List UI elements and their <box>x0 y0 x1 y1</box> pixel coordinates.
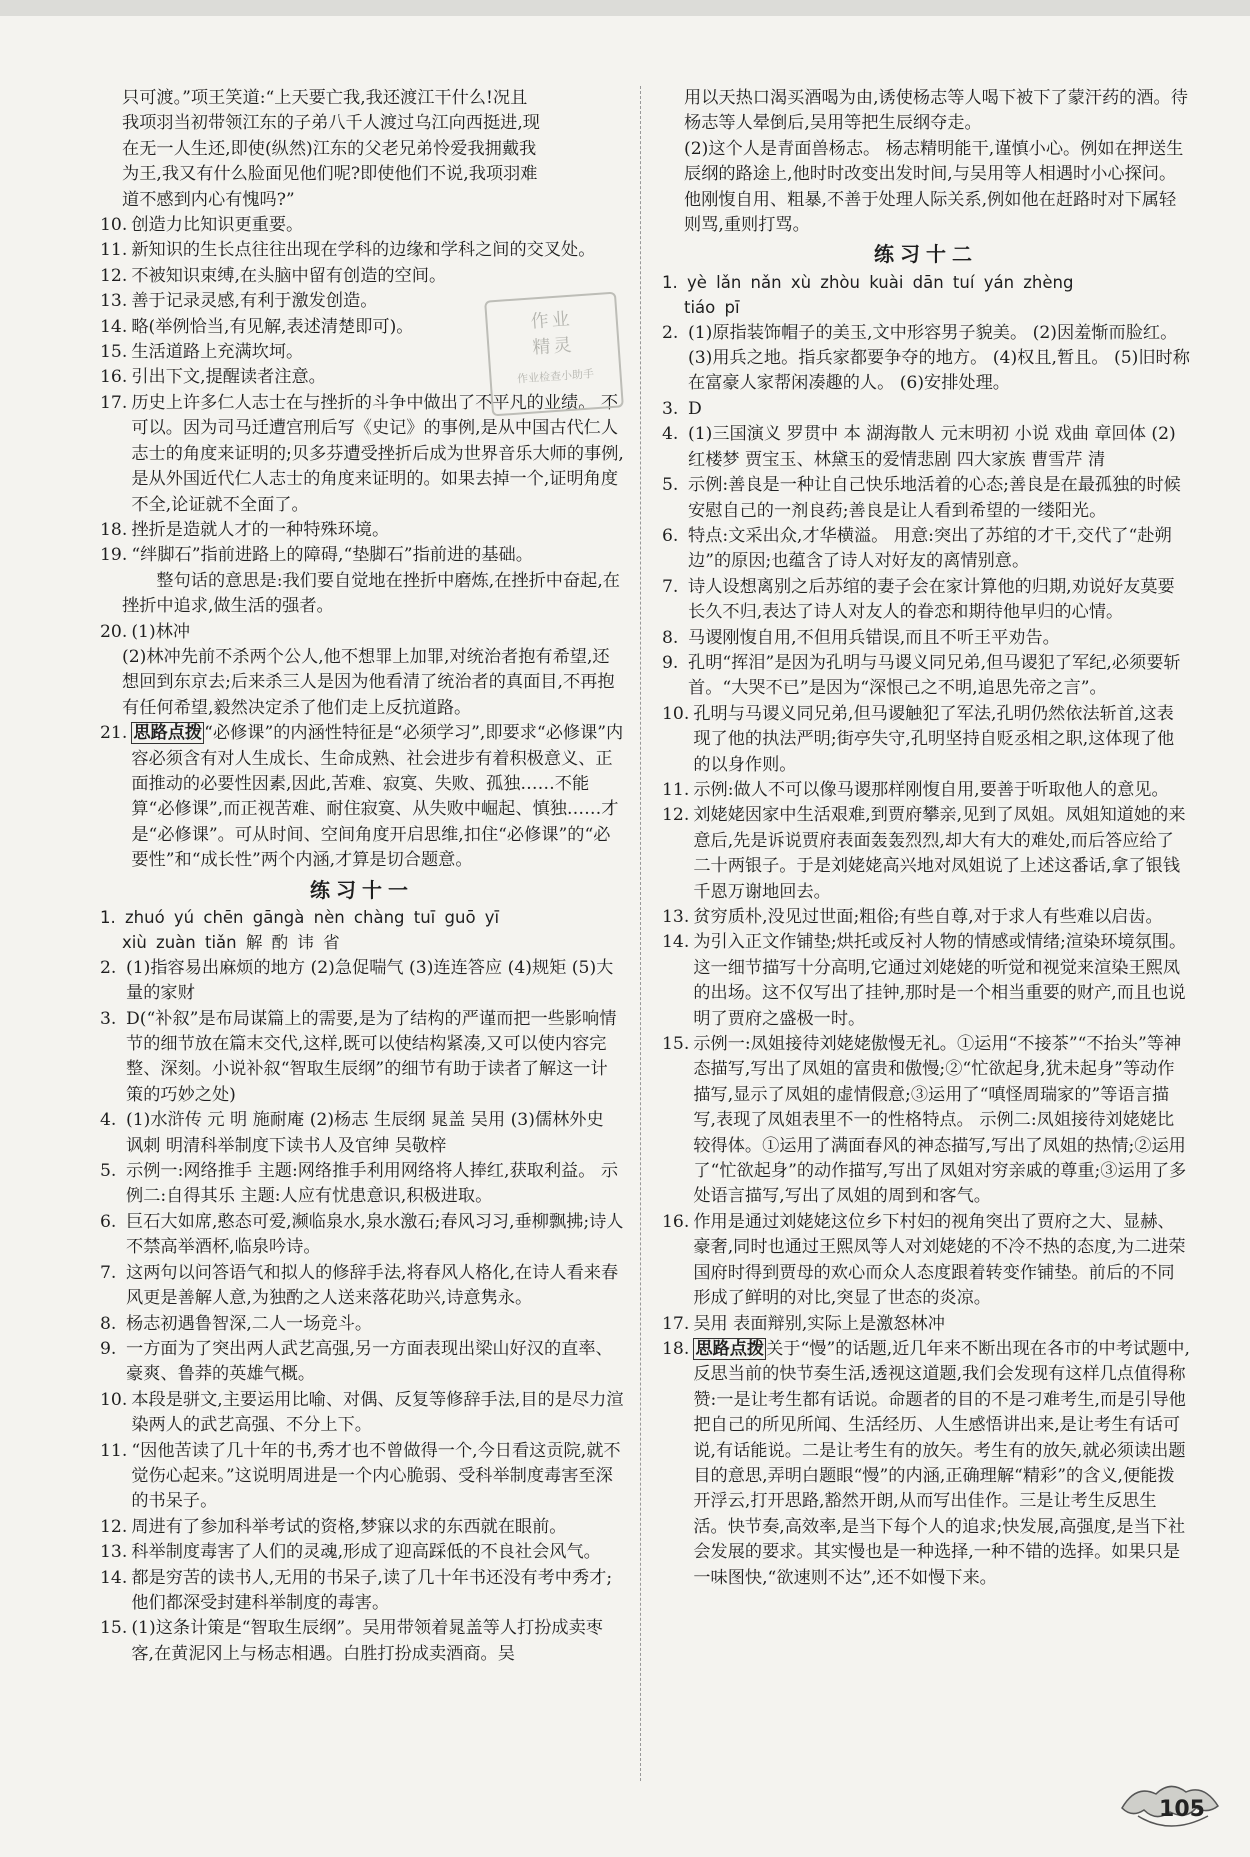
item-number: 15. <box>100 342 128 363</box>
item-text: 科举制度毒害了人们的灵魂,形成了迎高踩低的不良社会风气。 <box>131 1542 601 1563</box>
item-text: (1)这条计策是“智取生辰纲”。吴用带领着晁盖等人打扮成卖枣客,在黄泥冈上与杨志相遇。白胜打扮成卖酒商。吴 <box>131 1618 603 1664</box>
answer-item <box>100 543 624 568</box>
right-column <box>662 86 1190 1591</box>
item-text: (1)原指装饰帽子的美玉,文中形容男子貌美。 (2)因羞惭而脸红。 (3)用兵之地。指兵家都要争夺的地方。 (4)权且,暂且。 (5)旧时称在富豪人家帮闲凑趣的人。 (6)安排处理。 <box>688 322 1190 394</box>
top-band <box>0 0 1250 16</box>
item-text: 马谡刚愎自用,不但用兵错误,而且不听王平劝告。 <box>688 627 1060 648</box>
item-text: (1)水浒传 元 明 施耐庵 (2)杨志 生辰纲 晁盖 吴用 (3)儒林外史 讽刺 明清科举制度下读书人及官绅 吴敬梓 <box>126 1110 604 1156</box>
answer-item <box>662 626 1190 651</box>
item-19-part2: 整句话的意思是:我们要自觉地在挫折中磨炼,在挫折中奋起,在挫折中追求,做生活的强者。 <box>122 570 620 617</box>
item-text: 诗人设想离别之后苏绾的妻子会在家计算他的归期,劝说好友莫要长久不归,表达了诗人对友人的眷恋和期待他早归的心情。 <box>688 576 1175 623</box>
answer-item <box>662 905 1190 930</box>
item-number: 11. <box>100 240 128 261</box>
answer-item <box>100 1337 624 1388</box>
answer-item <box>100 620 624 645</box>
section-title-12: 练习十二 <box>874 242 978 267</box>
item-number: 18. <box>100 519 128 540</box>
item-text: 创造力比知识更重要。 <box>131 215 304 236</box>
item-number: 9. <box>662 652 679 673</box>
column-divider <box>640 86 641 1781</box>
item-text: D <box>688 398 702 419</box>
item-number: 14. <box>662 932 690 953</box>
item-number: 13. <box>100 291 128 312</box>
answer-item <box>100 238 624 263</box>
stamp-line: 精灵 <box>531 334 576 359</box>
answer-item <box>662 524 1190 575</box>
item-text: “绊脚石”指前进路上的障碍,“垫脚石”指前进的基础。 <box>131 545 533 566</box>
item-number: 21. <box>100 723 128 744</box>
item-text: 略(举例恰当,有见解,表述清楚即可)。 <box>131 316 414 337</box>
item-text: 本段是骈文,主要运用比喻、对偶、反复等修辞手法,目的是尽力渲染两人的武艺高强、不分上下。 <box>131 1389 624 1436</box>
item-text: “因他苦读了几十年的书,秀才也不曾做得一个,今日看这贡院,就不觉伤心起来。”这说明周进是一个内心脆弱、受科举制度毒害至深的书呆子。 <box>131 1440 621 1512</box>
item-text: 示例:做人不可以像马谡那样刚愎自用,要善于听取他人的意见。 <box>693 779 1169 800</box>
item-text: 一方面为了突出两人武艺高强,另一方面表现出梁山好汉的直率、豪爽、鲁莽的英雄气概。 <box>126 1338 613 1385</box>
item-number: 16. <box>662 1211 690 1232</box>
item-text: 孔明与马谡义同兄弟,但马谡触犯了军法,孔明仍然依法斩首,这表现了他的执法严明;街亭失守,孔明坚持自贬丞相之职,这体现了他的以身作则。 <box>693 703 1175 775</box>
answer-item <box>662 702 1190 778</box>
answer-item <box>100 1261 624 1312</box>
cont-line: 在无一人生还,即使(纵然)江东的父老兄弟怜爱我拥戴我 <box>122 138 537 159</box>
answer-item <box>662 930 1190 1032</box>
item-number: 18. <box>662 1338 690 1359</box>
item-text: 为引入正文作铺垫;烘托或反衬人物的情感或情绪;渲染环境氛围。这一细节描写十分高明,它通过刘姥姥的听觉和视觉来渲染王熙凤的出场。这不仅写出了挂钟,那时是一个相当重要的财产,而且也说明了贾府之盛极一时。 <box>693 932 1187 1029</box>
section-title-11: 练习十一 <box>310 877 414 902</box>
answer-item <box>662 473 1190 524</box>
item-text: 吴用 表面辩别,实际上是激怒林冲 <box>693 1313 945 1334</box>
stamp-line: 作业 <box>529 308 574 333</box>
answer-item <box>100 1388 624 1439</box>
answer-item <box>662 422 1190 473</box>
hint-tag: 思路点拨 <box>133 723 203 744</box>
item-text: “必修课”的内涵性特征是“必须学习”,即要求“必修课”内容必须含有对人生成长、生命成熟、社会进步有着积极意义、正面推动的必要性因素,因此,苦难、寂寞、失败、孤独……不能算“必修课”,而正视苦难、耐住寂寞、从失败中崛起、慎独……才是“必修课”。可从时间、空间角度开启思维,扣住“必修课”的“必要性”和“成长性”两个内涵,才算是切合题意。 <box>131 723 624 871</box>
answer-item <box>100 518 624 543</box>
item-number: 6. <box>662 525 679 546</box>
item-number: 7. <box>662 576 679 597</box>
answer-item <box>100 1566 624 1617</box>
pinyin-line: 1. yè lǎn nǎn xù zhòu kuài dān tuí yán zhèng <box>662 272 1074 292</box>
item-text: 挫折是造就人才的一种特殊环境。 <box>131 519 390 540</box>
answer-item <box>662 803 1190 905</box>
item-text: 示例一:凤姐接待刘姥姥傲慢无礼。①运用“不接茶”“不抬头”等神态描写,写出了凤姐的富贵和傲慢;②“忙欲起身,犹未起身”等动作描写,显示了凤姐的虚情假意;③运用了“嗔怪周瑞家的”等语言描写,表现了凤姐表里不一的性格特点。 示例二:凤姐接待刘姥姥比较得体。①运用了满面春风的神态描写,写出了凤姐的热情;②运用了“忙欲起身”的动作描写,写出了凤姐对穷亲戚的尊重;③运用了多处语言描写,写出了凤姐的周到和客气。 <box>693 1034 1187 1207</box>
stamp-line: 作业检查小助手 <box>516 367 595 386</box>
pinyin-line: tiáo pī <box>684 298 740 318</box>
item-text: 孔明“挥泪”是因为孔明与马谡义同兄弟,但马谡犯了军纪,必须要斩首。“大哭不已”是因为“深恨己之不明,追思先帝之言”。 <box>688 652 1181 699</box>
item-number: 7. <box>100 1262 117 1283</box>
item-number: 2. <box>100 957 117 978</box>
item-text: 新知识的生长点往往出现在学科的边缘和学科之间的交叉处。 <box>131 240 596 261</box>
item-text: 善于记录灵感,有利于激发创造。 <box>131 291 378 312</box>
item-number: 14. <box>100 1567 128 1588</box>
item-text: 刘姥姥因家中生活艰难,到贾府攀亲,见到了凤姐。凤姐知道她的来意后,先是诉说贾府表面轰轰烈烈,却大有大的难处,而后答应给了二十两银子。于是刘姥姥高兴地对凤姐说了上述这番话,拿了银钱千恩万谢地回去。 <box>693 805 1186 902</box>
item-number: 4. <box>100 1110 117 1131</box>
answer-item <box>662 1337 1190 1591</box>
item-text: 这两句以问答语气和拟人的修辞手法,将春风人格化,在诗人看来春风更是善解人意,为独酌之人送来落花助兴,诗意隽永。 <box>126 1262 619 1309</box>
item-text: D(“补叙”是布局谋篇上的需要,是为了结构的严谨而把一些影响情节的细节放在篇末交代,这样,既可以使结构紧凑,又可以使内容完整、深刻。小说补叙“智取生辰纲”的细节有助于读者了解这一计策的巧妙之处) <box>126 1008 617 1105</box>
cont-line: 我项羽当初带领江东的子弟八千人渡过乌江向西挺进,现 <box>122 113 540 134</box>
cont-line: 用以天热口渴买酒喝为由,诱使杨志等人喝下被下了蒙汗药的酒。待杨志等人晕倒后,吴用等把生辰纲夺走。 <box>684 88 1188 134</box>
item-number: 10. <box>662 703 690 724</box>
item-number: 12. <box>100 1516 128 1537</box>
item-number: 3. <box>662 398 679 419</box>
item-text: 不被知识束缚,在头脑中留有创造的空间。 <box>131 265 447 286</box>
answer-item <box>662 1312 1190 1337</box>
cont-line: 为王,我又有什么脸面见他们呢?即使他们不说,我项羽难 <box>122 164 538 185</box>
item-text: 生活道路上充满坎坷。 <box>131 342 304 363</box>
item-number: 15. <box>662 1034 690 1055</box>
hint-tag: 思路点拨 <box>695 1338 765 1359</box>
item-number: 10. <box>100 215 128 236</box>
answer-item <box>662 321 1190 397</box>
item-text: 示例:善良是一种让自己快乐地活着的心态;善良是在最孤独的时候安慰自己的一剂良药;善良是让人看到希望的一缕阳光。 <box>688 475 1181 521</box>
item-text: 贫穷质朴,没见过世面;粗俗;有些自尊,对于求人有些难以启齿。 <box>693 907 1163 927</box>
item-text: 关于“慢”的话题,近几年来不断出现在各市的中考试题中,反思当前的快节奏生活,透视这道题,我们会发现有这样几点值得称赞:一是让考生都有话说。命题者的目的不是刁难考生,而是引导他把自己的所见所闻、生活经历、人生感悟讲出来,是让考生有话可说,有话能说。二是让考生有的放矢。考生有的放矢,就必须读出题目的意思,弄明白题眼“慢”的内涵,正确理解“精彩”的含义,便能拨开浮云,打开思路,豁然开朗,从而写出佳作。三是让考生反思生活。快节奏,高效率,是当下每个人的追求;快发展,高强度,是当下社会发展的要求。其实慢也是一种选择,一种不错的选择。如果只是一味图快,“欲速则不达”,还不如慢下来。 <box>693 1338 1190 1588</box>
item-number: 11. <box>100 1440 128 1461</box>
item-number: 12. <box>662 805 690 826</box>
item-number: 17. <box>662 1313 690 1334</box>
answer-item <box>662 397 1190 422</box>
pinyin-line: 1. zhuó yú chēn gāngà nèn chàng tuī guō yī <box>100 908 500 927</box>
page-number: 105 <box>1159 1797 1205 1822</box>
item-number: 8. <box>100 1313 117 1334</box>
item-text: 周进有了参加科举考试的资格,梦寐以求的东西就在眼前。 <box>131 1516 567 1537</box>
item-number: 2. <box>662 322 679 343</box>
item-number: 5. <box>662 475 679 496</box>
item-text: 历史上许多仁人志士在与挫折的斗争中做出了不平凡的业绩。 不可以。因为司马迁遭宫刑后写《史记》的事例,是从中国古代仁人志士的角度来证明的;贝多芬遭受挫折后成为世界音乐大师的事例,是从外国近代仁人志士的角度来证明的。如果去掉一个,证明角度不全,论证就不全面了。 <box>131 392 624 515</box>
answer-item <box>100 264 624 289</box>
item-number: 20. <box>100 621 128 642</box>
item-number: 13. <box>662 907 690 927</box>
item-number: 4. <box>662 424 679 445</box>
item-text: 特点:文采出众,才华横溢。 用意:突出了苏绾的才干,交代了“赴朔边”的原因;也蕴含了诗人对好友的离情别意。 <box>688 525 1172 572</box>
cont-line: (2)这个人是青面兽杨志。 杨志精明能干,谨慎小心。例如在押送生辰纲的路途上,他时时改变出发时间,与吴用等人相遇时小心探问。他刚愎自用、粗暴,不善于处理人际关系,例如他在赶路时对下属轻则骂,重则打骂。 <box>684 138 1184 236</box>
item-number: 9. <box>100 1338 117 1359</box>
answer-item <box>100 1210 624 1261</box>
item-number: 13. <box>100 1542 128 1563</box>
item-text: (1)林冲 <box>131 621 191 642</box>
item-text: 引出下文,提醒读者注意。 <box>131 367 326 388</box>
item-number: 6. <box>100 1211 117 1232</box>
answer-item <box>100 1540 624 1565</box>
item-number: 16. <box>100 367 128 388</box>
watermark-stamp <box>484 292 624 417</box>
item-text: 杨志初遇鲁智深,二人一场竞斗。 <box>126 1313 373 1334</box>
item-number: 14. <box>100 316 128 337</box>
answer-item <box>100 1439 624 1515</box>
answer-item <box>662 575 1190 626</box>
answer-item <box>100 1616 624 1667</box>
item-number: 17. <box>100 392 128 413</box>
answer-item <box>662 1032 1190 1210</box>
answer-item <box>100 721 624 873</box>
item-number: 10. <box>100 1389 128 1410</box>
answer-item <box>662 778 1190 803</box>
answer-item <box>100 1312 624 1337</box>
answer-item <box>100 213 624 238</box>
item-20-part2: (2)林冲先前不杀两个公人,他不想罪上加罪,对统治者抱有希望,还想回到东京去;后来杀三人是因为他看清了统治者的真面目,不再抱有任何希望,毅然决定杀了他们走上反抗道路。 <box>122 646 615 718</box>
cont-line: 道不感到内心有愧吗?” <box>122 189 295 210</box>
item-number: 12. <box>100 265 128 286</box>
item-text: 示例一:网络推手 主题:网络推手利用网络将人捧红,获取利益。 示例二:自得其乐 主题:人应有忧患意识,积极进取。 <box>126 1161 619 1207</box>
answer-item <box>100 1007 624 1109</box>
item-text: (1)指容易出麻烦的地方 (2)急促喘气 (3)连连答应 (4)规矩 (5)大量的家财 <box>126 957 614 1004</box>
item-number: 5. <box>100 1161 117 1182</box>
item-number: 15. <box>100 1618 128 1639</box>
item-text: 都是穷苦的读书人,无用的书呆子,读了几十年书还没有考中秀才;他们都深受封建科举制度的毒害。 <box>131 1567 613 1613</box>
item-number: 3. <box>100 1008 117 1029</box>
item-text: 作用是通过刘姥姥这位乡下村妇的视角突出了贾府之大、显赫、豪奢,同时也通过王熙凤等人对刘姥姥的不冷不热的态度,为二进荣国府时得到贾母的欢心而众人态度跟着转变作铺垫。前后的不同形成了鲜明的对比,突显了世态的炎凉。 <box>693 1211 1186 1309</box>
answer-item <box>100 1108 624 1159</box>
item-number: 8. <box>662 627 679 648</box>
cont-line: 只可渡。”项王笑道:“上天要亡我,我还渡江干什么!况且 <box>122 88 528 108</box>
item-text: 巨石大如席,憨态可爱,濒临泉水,泉水激石;春风习习,垂柳飘拂;诗人不禁高举酒杯,临泉吟诗。 <box>126 1211 624 1258</box>
answer-item <box>100 956 624 1007</box>
item-number: 11. <box>662 779 690 800</box>
pinyin-line: xiù zuàn tiǎn 解 酌 讳 省 <box>122 933 340 953</box>
answer-item <box>662 1210 1190 1312</box>
answer-item <box>662 651 1190 702</box>
item-text: (1)三国演义 罗贯中 本 湖海散人 元末明初 小说 戏曲 章回体 (2)红楼梦 贾宝玉、林黛玉的爱情悲剧 四大家族 曹雪芹 清 <box>688 424 1176 470</box>
item-number: 19. <box>100 545 128 566</box>
answer-item <box>100 1159 624 1210</box>
answer-item <box>100 1515 624 1540</box>
